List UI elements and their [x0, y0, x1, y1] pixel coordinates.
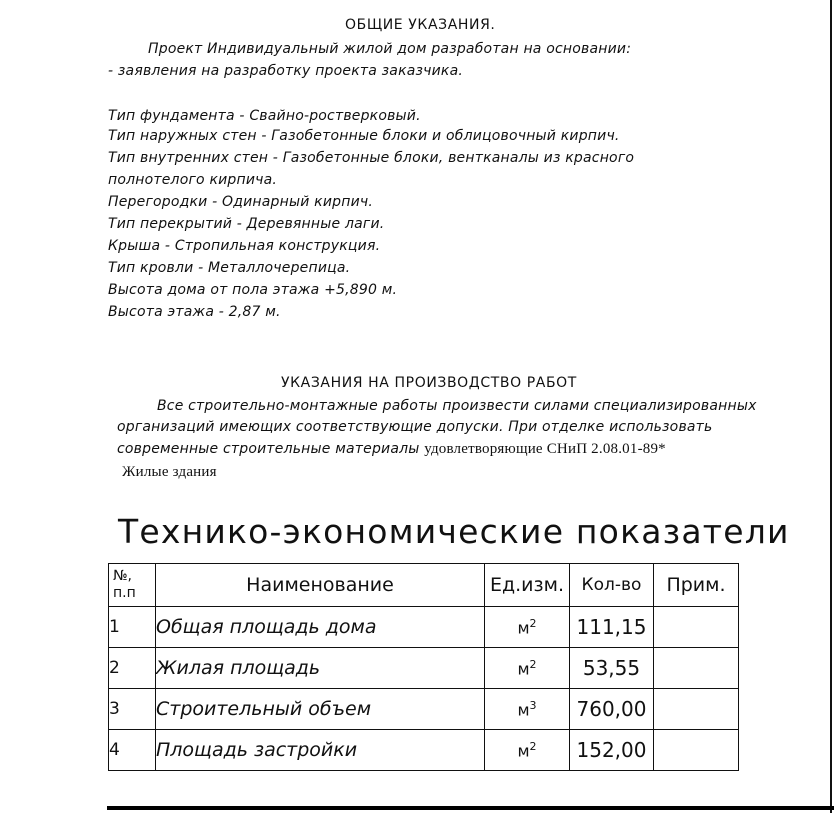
sheet-frame-border — [830, 0, 832, 813]
table-row — [109, 689, 739, 730]
row-note — [654, 730, 739, 771]
row-number: 4 — [109, 730, 156, 771]
general-line: Перегородки - Одинарный кирпич. — [108, 194, 373, 210]
row-note — [654, 607, 739, 648]
quantity-text: 152,00 — [576, 738, 647, 762]
table-row — [109, 730, 739, 771]
general-line: Тип фундамента - Свайно-ростверковый. — [108, 108, 421, 124]
row-unit — [485, 607, 570, 648]
general-line: Проект Индивидуальный жилой дом разработан на основании: — [148, 41, 632, 57]
general-line: Высота этажа - 2,87 м. — [108, 304, 281, 320]
works-line: Жилые здания — [122, 464, 217, 480]
works-line-part: удовлетворяющие СНиП 2.08.01-89* — [424, 441, 666, 457]
general-line: Высота дома от пола этажа +5,890 м. — [108, 282, 398, 298]
unit-power: 2 — [529, 616, 537, 630]
general-line: - заявления на разработку проекта заказчика. — [108, 63, 464, 79]
table-row — [109, 648, 739, 689]
general-heading: ОБЩИЕ УКАЗАНИЯ. — [345, 17, 496, 33]
unit-text: м — [517, 700, 530, 720]
column-header-quantity: Кол-во — [570, 564, 654, 607]
general-line: Тип перекрытий - Деревянные лаги. — [108, 216, 385, 232]
tep-table — [108, 563, 739, 771]
works-line: организаций имеющих соответствующие допуски. При отделке использовать — [117, 419, 713, 435]
general-line: Тип внутренних стен - Газобетонные блоки, вентканалы из красного — [108, 150, 635, 166]
row-unit — [485, 730, 570, 771]
general-line: Крыша - Стропильная конструкция. — [108, 238, 381, 254]
unit-text: м — [517, 741, 530, 761]
quantity-text: 111,15 — [576, 615, 647, 639]
general-line: Тип кровли - Металлочерепица. — [108, 260, 351, 276]
row-quantity — [570, 730, 654, 771]
row-name: Площадь застройки — [156, 730, 485, 771]
unit-power: 3 — [529, 698, 537, 712]
works-line-part: современные строительные материалы — [117, 441, 425, 457]
general-line: полнотелого кирпича. — [108, 172, 278, 188]
row-name: Строительный объем — [156, 689, 485, 730]
column-header-number — [109, 564, 156, 607]
row-unit — [485, 689, 570, 730]
quantity-text: 53,55 — [582, 656, 641, 680]
row-name: Общая площадь дома — [156, 607, 485, 648]
header-text: №, — [113, 568, 133, 584]
unit-text: м — [517, 618, 530, 638]
works-heading: УКАЗАНИЯ НА ПРОИЗВОДСТВО РАБОТ — [281, 375, 577, 391]
table-row — [109, 607, 739, 648]
table-header-row — [109, 564, 739, 607]
header-text: п.п — [113, 585, 136, 601]
unit-power: 2 — [529, 739, 537, 753]
general-line: Тип наружных стен - Газобетонные блоки и облицовочный кирпич. — [108, 128, 620, 144]
row-number: 2 — [109, 648, 156, 689]
row-quantity — [570, 607, 654, 648]
tep-title: Технико-экономические показатели — [118, 512, 790, 551]
row-quantity — [570, 648, 654, 689]
column-header-name: Наименование — [156, 564, 485, 607]
column-header-unit: Ед.изм. — [485, 564, 570, 607]
row-number: 1 — [109, 607, 156, 648]
row-note — [654, 689, 739, 730]
row-quantity — [570, 689, 654, 730]
row-unit — [485, 648, 570, 689]
row-name: Жилая площадь — [156, 648, 485, 689]
unit-text: м — [517, 659, 530, 679]
column-header-note: Прим. — [654, 564, 739, 607]
row-note — [654, 648, 739, 689]
sheet-frame-border — [107, 806, 834, 810]
works-line: Все строительно-монтажные работы произвести силами специализированных — [157, 398, 757, 414]
quantity-text: 760,00 — [576, 697, 647, 721]
works-line — [117, 440, 666, 458]
row-number: 3 — [109, 689, 156, 730]
unit-power: 2 — [529, 657, 537, 671]
